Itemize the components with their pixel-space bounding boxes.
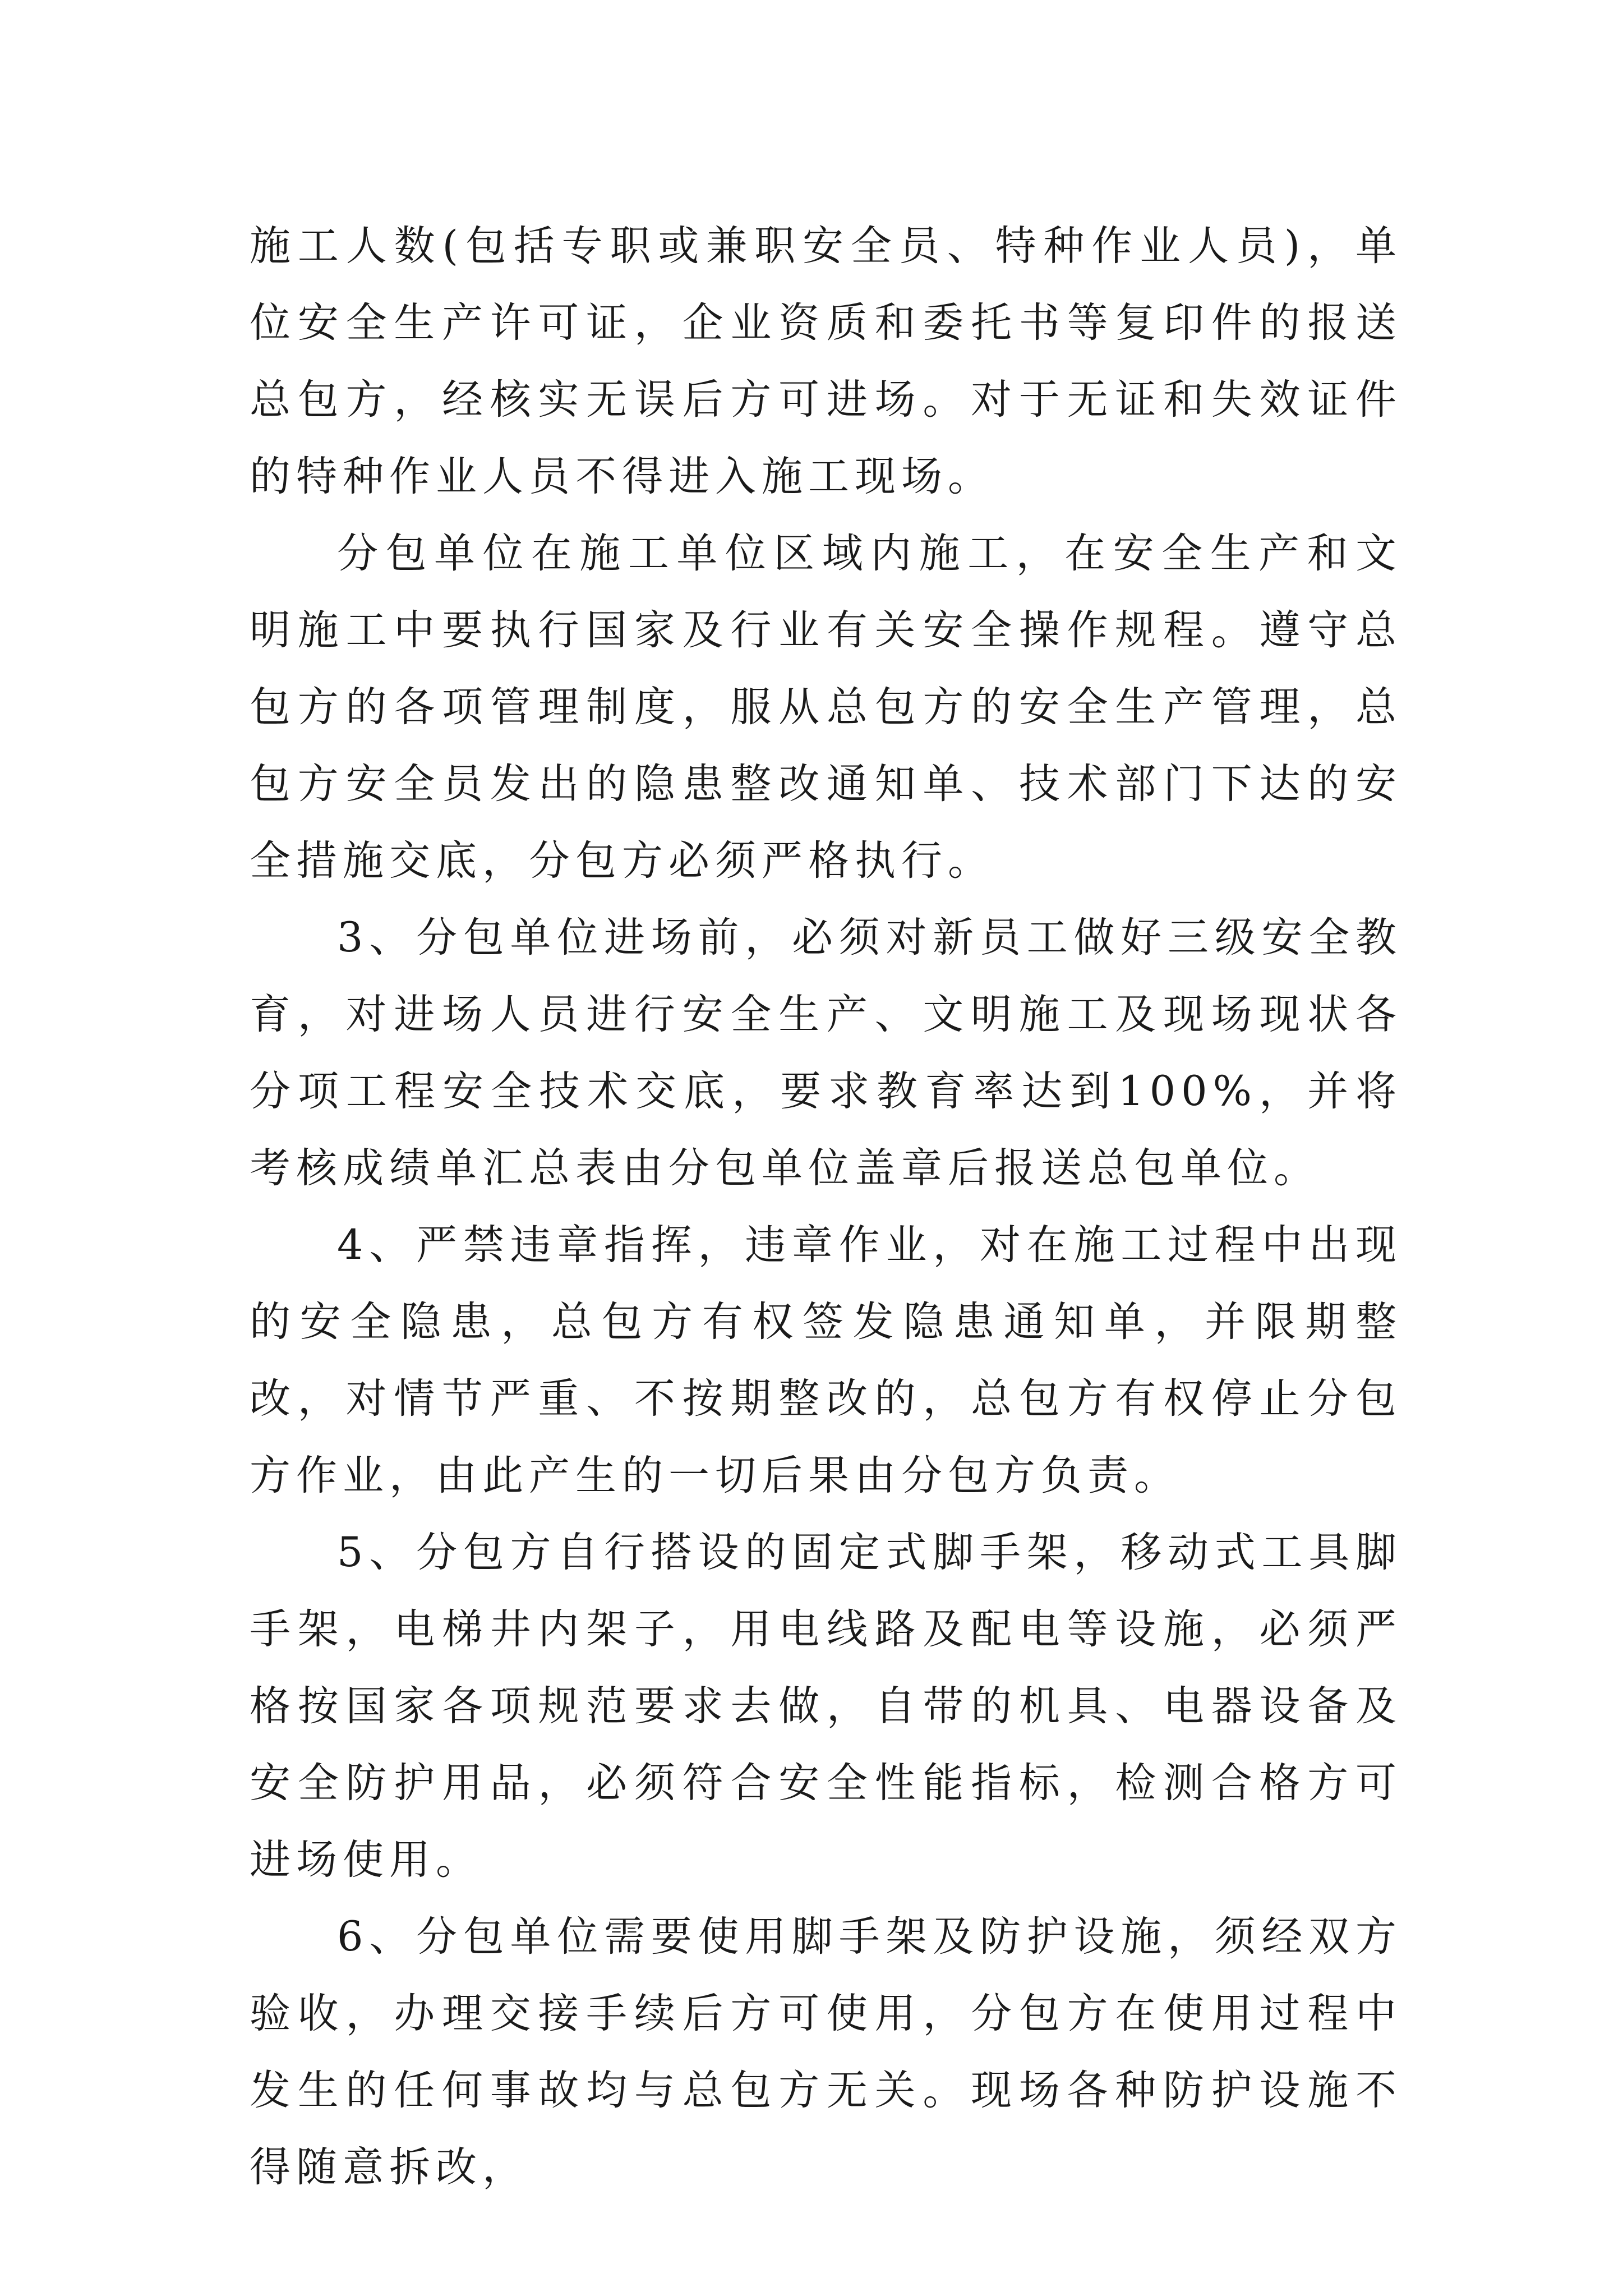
paragraph-subcontractor-compliance: 分包单位在施工单位区域内施工，在安全生产和文明施工中要执行国家及行业有关安全操作规程。遵守总包方的各项管理制度，服从总包方的安全生产管理，总包方安全员发出的隐患整改通知单、技术部门下达的安全措施交底，分包方必须严格执行。 bbox=[250, 530, 1402, 885]
paragraph-item-6: 6、分包单位需要使用脚手架及防护设施，须经双方验收，办理交接手续后方可使用，分包方在使用过程中发生的任何事故均与总包方无关。现场各种防护设施不得随意拆改， bbox=[250, 1913, 1402, 2191]
paragraph-item-3: 3、分包单位进场前，必须对新员工做好三级安全教育，对进场人员进行安全生产、文明施工及现场现状各分项工程安全技术交底，要求教育率达到100%，并将考核成绩单汇总表由分包单位盖章后报送总包单位。 bbox=[250, 914, 1402, 1192]
document-body bbox=[250, 208, 1402, 2206]
paragraph-item-4: 4、严禁违章指挥，违章作业，对在施工过程中出现的安全隐患，总包方有权签发隐患通知单，并限期整改，对情节严重、不按期整改的，总包方有权停止分包方作业，由此产生的一切后果由分包方负责。 bbox=[250, 1221, 1402, 1499]
paragraph-continuation: 施工人数(包括专职或兼职安全员、特种作业人员)，单位安全生产许可证，企业资质和委托书等复印件的报送总包方，经核实无误后方可进场。对于无证和失效证件的特种作业人员不得进入施工现场。 bbox=[250, 222, 1402, 500]
paragraph-item-5: 5、分包方自行搭设的固定式脚手架，移动式工具脚手架，电梯井内架子，用电线路及配电等设施，必须严格按国家各项规范要求去做，自带的机具、电器设备及安全防护用品，必须符合安全性能指标，检测合格方可进场使用。 bbox=[250, 1529, 1402, 1884]
